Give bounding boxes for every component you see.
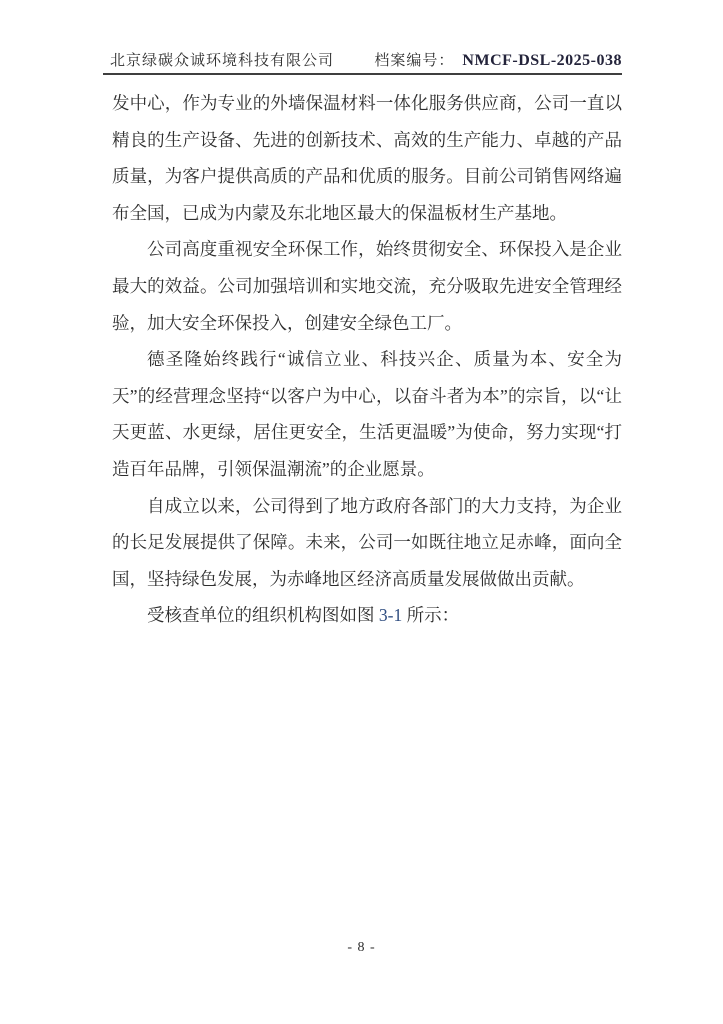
page-header — [103, 46, 622, 75]
header-archive — [374, 49, 622, 70]
header-company-name: 北京绿碳众诚环境科技有限公司 — [110, 53, 335, 69]
paragraph-future-outlook: 自成立以来，公司得到了地方政府各部门的大力支持，为企业的长足发展提供了保障。未来，公司一如既往地立足赤峰，面向全国，坚持绿色发展，为赤峰地区经济高质量发展做做出贡献。 — [112, 495, 622, 589]
figure-reference-line — [112, 597, 622, 634]
archive-number-label: 档案编号： — [374, 53, 455, 69]
figure-reference-suffix: 所示： — [402, 605, 460, 626]
archive-number-value: NMCF-DSL-2025-038 — [462, 52, 622, 69]
paragraph-company-philosophy: 德圣隆始终践行“诚信立业、科技兴企、质量为本、安全为天”的经营理念坚持“以客户为中心，以奋斗者为本”的宗旨，以“让天更蓝、水更绿，居住更安全，生活更温暖”为使命，努力实现“打造百年品牌，引领保温潮流”的企业愿景。 — [112, 349, 622, 479]
paragraph-company-overview: 发中心，作为专业的外墙保温材料一体化服务供应商，公司一直以精良的生产设备、先进的创新技术、高效的生产能力、卓越的产品质量，为客户提供高质的产品和优质的服务。目前公司销售网络遍布全国，已成为内蒙及东北地区最大的保温板材生产基地。 — [112, 93, 622, 223]
figure-reference-prefix: 受核查单位的组织机构图如图 — [147, 605, 379, 626]
paragraph-safety-environment: 公司高度重视安全环保工作，始终贯彻安全、环保投入是企业最大的效益。公司加强培训和实地交流，充分吸取先进安全管理经验，加大安全环保投入，创建安全绿色工厂。 — [112, 239, 622, 333]
figure-reference-number: 3-1 — [378, 605, 403, 626]
document-body — [112, 85, 622, 634]
page-number: - 8 - — [347, 940, 376, 955]
page-footer — [0, 940, 723, 956]
